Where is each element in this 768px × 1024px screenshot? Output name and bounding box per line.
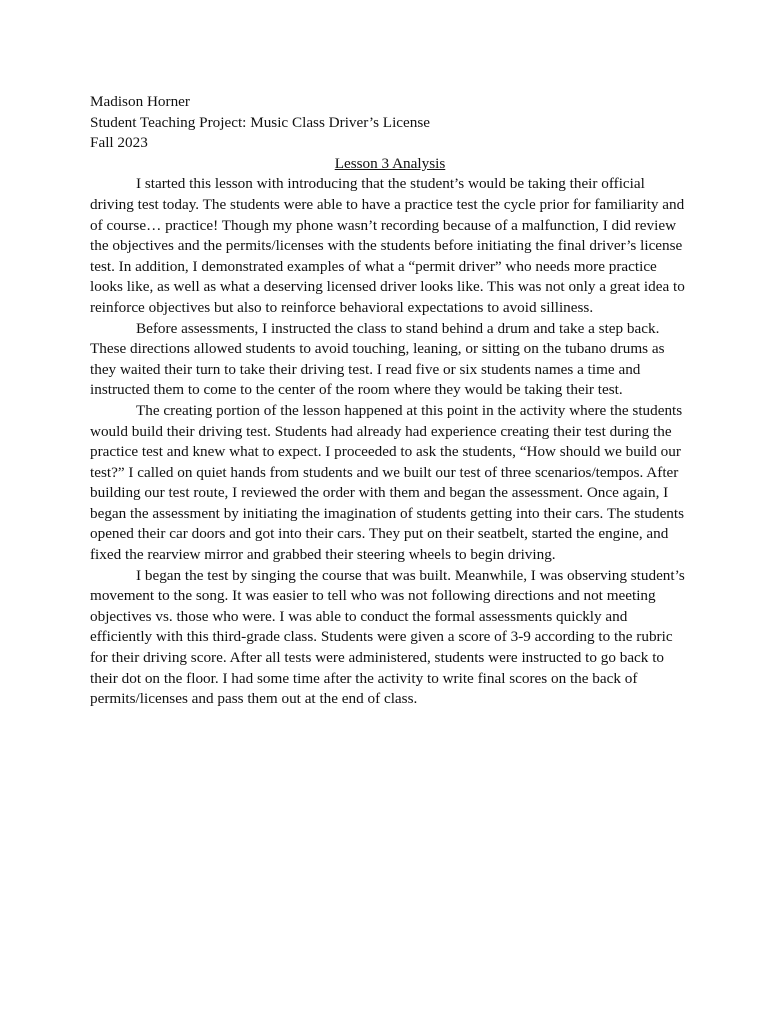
document-page [90,92,690,710]
author-name: Madison Horner [90,93,190,110]
paragraph-intro: I started this lesson with introducing that the student’s would be taking their official driving test today. The students were able to have a practice test the cycle prior for familiarity and of course… practice! Though my phone wasn’t recording because of a malfunction, I did review the objectives and the permits/licenses with the students before initiating the final driver’s license test. In addition, I demonstrated examples of what a “permit driver” who needs more practice looks like, as well as what a deserving licensed driver looks like. This was not only a great idea to reinforce objectives but also to reinforce behavioral expectations to avoid silliness. [90,175,685,316]
paragraph-creating: The creating portion of the lesson happened at this point in the activity where the students would build their driving test. Students had already had experience creating their test during the practice test and knew what to expect. I proceeded to ask the students, “How should we build our test?” I called on quiet hands from students and we built our test of three scenarios/tempos. After building our test route, I reviewed the order with them and began the assessment. Once again, I began the assessment by initiating the imagination of students getting into their cars. The students opened their car doors and got into their cars. They put on their seatbelt, started the engine, and fixed the rearview mirror and grabbed their steering wheels to begin driving. [90,401,685,564]
document-title: Lesson 3 Analysis [334,154,446,172]
project-title: Student Teaching Project: Music Class Driver’s License [90,113,431,131]
paragraph-assessments: Before assessments, I instructed the class to stand behind a drum and take a step back. These directions allowed students to avoid touching, leaning, or sitting on the tubano drums as they waited their turn to take their driving test. I read five or six students names a time and instructed them to come to the center of the room where they would be taking their test. [90,319,665,399]
term-label: Fall 2023 [90,134,148,152]
paragraph-test: I began the test by singing the course that was built. Meanwhile, I was observing student’s movement to the song. It was easier to tell who was not following directions and not meeting objectives vs. those who were. I was able to conduct the formal assessments quickly and efficiently with this third-grade class. Students were given a score of 3-9 according to the rubric for their driving score. After all tests were administered, students were instructed to go back to their dot on the floor. I had some time after the activity to write final scores on the back of permits/licenses and pass them out at the end of class. [90,566,685,708]
